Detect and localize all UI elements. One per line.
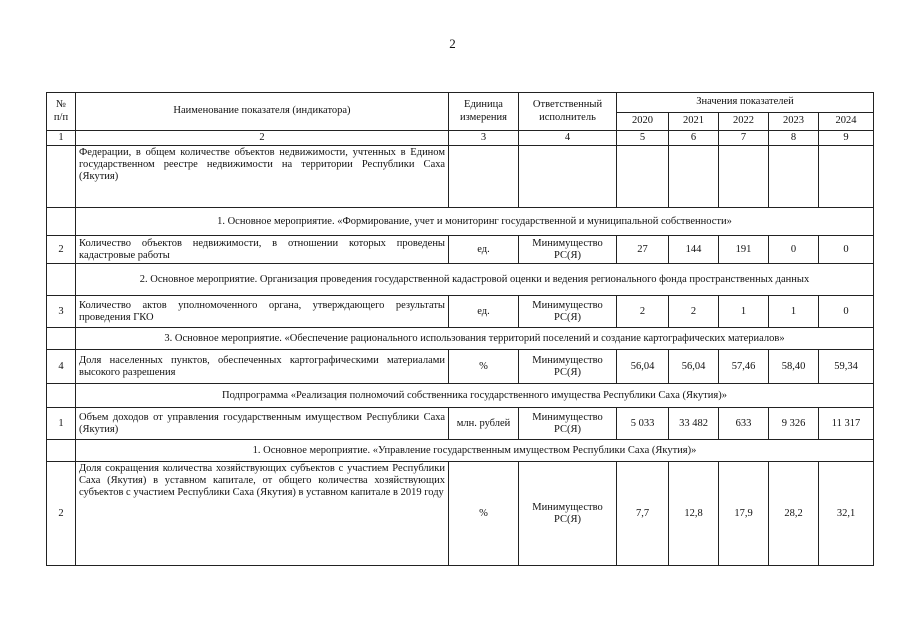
row-cell bbox=[769, 146, 819, 208]
col-number: 4 bbox=[519, 131, 617, 146]
row-value: 2 bbox=[617, 296, 669, 328]
row-value: 0 bbox=[769, 236, 819, 264]
row-value: 7,7 bbox=[617, 462, 669, 566]
row-num: 3 bbox=[47, 296, 76, 328]
row-value: 27 bbox=[617, 236, 669, 264]
row-value: 12,8 bbox=[669, 462, 719, 566]
row-name: Количество объектов недвижимости, в отношении которых проведены кадастровые работы bbox=[76, 236, 449, 264]
row-unit: ед. bbox=[449, 236, 519, 264]
row-num bbox=[47, 264, 76, 296]
row-value: 191 bbox=[719, 236, 769, 264]
indicators-table bbox=[46, 92, 874, 566]
section-title: 1. Основное мероприятие. «Управление государственным имуществом Республики Саха (Якутия)» bbox=[76, 440, 874, 462]
col-number: 6 bbox=[669, 131, 719, 146]
section-title: 2. Основное мероприятие. Организация проведения государственной кадастровой оценки и ведения регионального фонда пространственных данных bbox=[76, 264, 874, 296]
table-row bbox=[47, 462, 874, 566]
continuation-row bbox=[47, 146, 874, 208]
section-row bbox=[47, 328, 874, 350]
row-value: 58,40 bbox=[769, 350, 819, 384]
row-num: 1 bbox=[47, 408, 76, 440]
header-num: № п/п bbox=[47, 93, 76, 131]
row-name: Количество актов уполномоченного органа, утверждающего результаты проведения ГКО bbox=[76, 296, 449, 328]
row-value: 17,9 bbox=[719, 462, 769, 566]
row-value: 59,34 bbox=[819, 350, 874, 384]
row-cell bbox=[449, 146, 519, 208]
section-row bbox=[47, 208, 874, 236]
row-num bbox=[47, 146, 76, 208]
row-num bbox=[47, 384, 76, 408]
row-name: Доля населенных пунктов, обеспеченных картографическими материалами высокого разрешения bbox=[76, 350, 449, 384]
row-unit: млн. рублей bbox=[449, 408, 519, 440]
row-num bbox=[47, 440, 76, 462]
row-responsible: Минимущество РС(Я) bbox=[519, 408, 617, 440]
row-cell bbox=[617, 146, 669, 208]
row-value: 33 482 bbox=[669, 408, 719, 440]
header-year: 2021 bbox=[669, 113, 719, 131]
row-name: Доля сокращения количества хозяйствующих субъектов с участием Республики Саха (Якутия) в уставном капитале, от общего количества хозяйствующих субъектов с участием Республики Саха (Якутия) в уставном капитале в 2019 году bbox=[76, 462, 449, 566]
row-value: 144 bbox=[669, 236, 719, 264]
col-number: 2 bbox=[76, 131, 449, 146]
table-row bbox=[47, 350, 874, 384]
row-responsible: Минимущество РС(Я) bbox=[519, 236, 617, 264]
row-responsible: Минимущество РС(Я) bbox=[519, 296, 617, 328]
header-responsible: Ответственный исполнитель bbox=[519, 93, 617, 131]
header-year: 2022 bbox=[719, 113, 769, 131]
row-unit: ед. bbox=[449, 296, 519, 328]
header-name: Наименование показателя (индикатора) bbox=[76, 93, 449, 131]
row-value: 5 033 bbox=[617, 408, 669, 440]
page-number: 2 bbox=[449, 36, 456, 51]
row-num bbox=[47, 328, 76, 350]
row-value: 1 bbox=[769, 296, 819, 328]
row-name: Объем доходов от управления государственным имуществом Республики Саха (Якутия) bbox=[76, 408, 449, 440]
col-number: 3 bbox=[449, 131, 519, 146]
table-row bbox=[47, 296, 874, 328]
section-title: 3. Основное мероприятие. «Обеспечение рационального использования территорий поселений и создание картографических материалов» bbox=[76, 328, 874, 350]
table-row bbox=[47, 408, 874, 440]
row-value: 57,46 bbox=[719, 350, 769, 384]
row-num: 2 bbox=[47, 462, 76, 566]
row-value: 56,04 bbox=[617, 350, 669, 384]
section-title: 1. Основное мероприятие. «Формирование, учет и мониторинг государственной и муниципальной собственности» bbox=[76, 208, 874, 236]
row-value: 11 317 bbox=[819, 408, 874, 440]
row-num bbox=[47, 208, 76, 236]
row-value: 56,04 bbox=[669, 350, 719, 384]
row-value: 28,2 bbox=[769, 462, 819, 566]
row-num: 2 bbox=[47, 236, 76, 264]
row-num: 4 bbox=[47, 350, 76, 384]
header-unit: Единица измерения bbox=[449, 93, 519, 131]
col-number: 5 bbox=[617, 131, 669, 146]
row-value: 2 bbox=[669, 296, 719, 328]
section-row bbox=[47, 440, 874, 462]
section-row bbox=[47, 384, 874, 408]
section-title: Подпрограмма «Реализация полномочий собственника государственного имущества Республики Саха (Якутия)» bbox=[76, 384, 874, 408]
header-values-group: Значения показателей bbox=[617, 93, 874, 113]
row-value: 1 bbox=[719, 296, 769, 328]
header-year: 2023 bbox=[769, 113, 819, 131]
table-row bbox=[47, 236, 874, 264]
row-unit: % bbox=[449, 462, 519, 566]
section-row bbox=[47, 264, 874, 296]
row-value: 0 bbox=[819, 296, 874, 328]
row-responsible: Минимущество РС(Я) bbox=[519, 350, 617, 384]
row-cell bbox=[669, 146, 719, 208]
row-name: Федерации, в общем количестве объектов недвижимости, учтенных в Едином государственном реестре недвижимости на территории Республики Саха (Якутия) bbox=[76, 146, 449, 208]
row-cell bbox=[519, 146, 617, 208]
row-cell bbox=[719, 146, 769, 208]
col-number: 9 bbox=[819, 131, 874, 146]
row-value: 633 bbox=[719, 408, 769, 440]
header-year: 2020 bbox=[617, 113, 669, 131]
row-value: 9 326 bbox=[769, 408, 819, 440]
col-number: 7 bbox=[719, 131, 769, 146]
row-value: 0 bbox=[819, 236, 874, 264]
header-year: 2024 bbox=[819, 113, 874, 131]
row-cell bbox=[819, 146, 874, 208]
row-unit: % bbox=[449, 350, 519, 384]
col-number: 8 bbox=[769, 131, 819, 146]
row-responsible: Минимущество РС(Я) bbox=[519, 462, 617, 566]
col-number: 1 bbox=[47, 131, 76, 146]
row-value: 32,1 bbox=[819, 462, 874, 566]
